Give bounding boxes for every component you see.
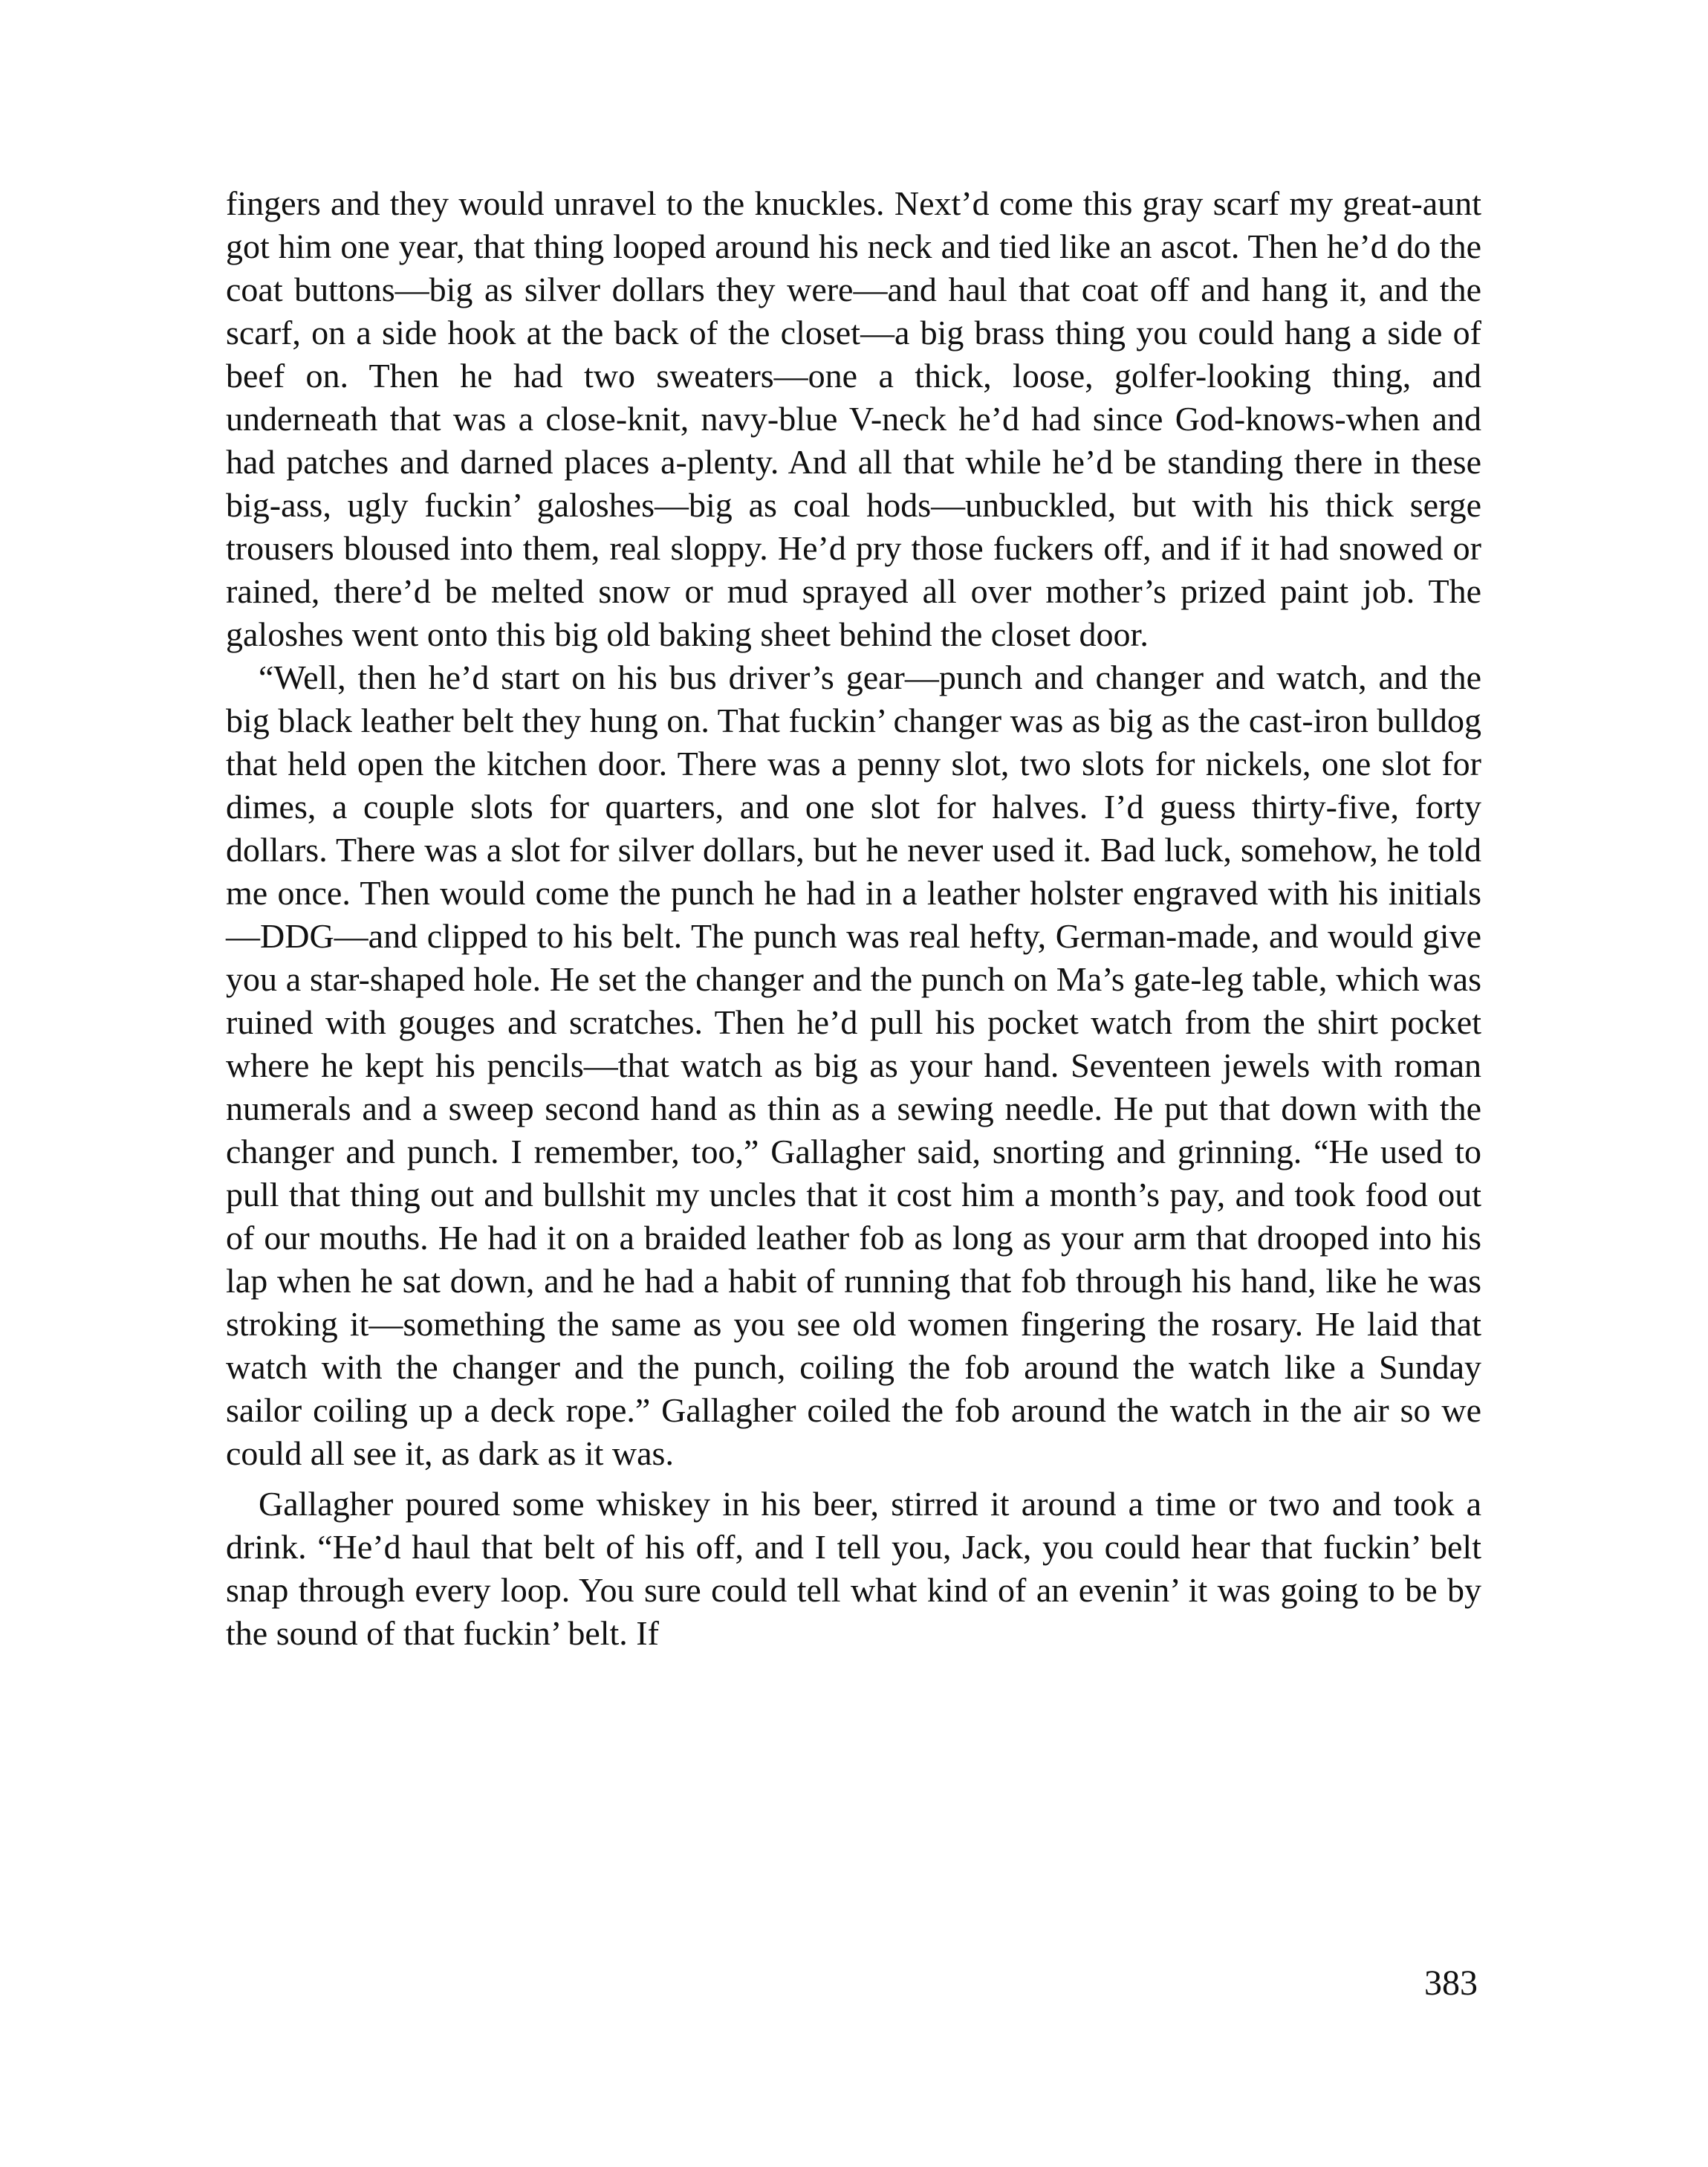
paragraph-2: “Well, then he’d start on his bus driver’s gear—punch and changer and watch, and the big black leather belt they hung on. That fuckin’ changer was as big as the cast-iron bulldog that held open the kitchen door. There was a penny slot, two slots for nickels, one slot for dimes, a couple slots for quarters, and one slot for halves. I’d guess thirty-five, forty dollars. There was a slot for silver dollars, but he never used it. Bad luck, somehow, he told me once. Then would come the punch he had in a leather holster engraved with his initials—DDG—and clipped to his belt. The punch was real hefty, German-made, and would give you a star-shaped hole. He set the changer and the punch on Ma’s gate-leg table, which was ruined with gouges and scratches. Then he’d pull his pocket watch from the shirt pocket where he kept his pencils—that watch as big as your hand. Seventeen jewels with roman numerals and a sweep second hand as thin as a sewing needle. He put that down with the changer and punch. I remember, too,” Gallagher said, snorting and grinning. “He used to pull that thing out and bullshit my uncles that it cost him a month’s pay, and took food out of our mouths. He had it on a braided leather fob as long as your arm that drooped into his lap when he sat down, and he had a habit of running that fob through his hand, like he was stroking it—something the same as you see old women fingering the rosary. He laid that watch with the changer and the punch, coiling the fob around the watch like a Sunday sailor coiling up a deck rope.” Gallagher coiled the fob around the watch in the air so we could all see it, as dark as it was. bbox=[226, 658, 1481, 1472]
paragraph-1: fingers and they would unravel to the knuckles. Next’d come this gray scarf my great-aunt got him one year, that thing looped around his neck and tied like an ascot. Then he’d do the coat buttons—big as silver dollars they were—and haul that coat off and hang it, and the scarf, on a side hook at the back of the closet—a big brass thing you could hang a side of beef on. Then he had two sweaters—one a thick, loose, golfer-looking thing, and underneath that was a close-knit, navy-blue V-neck he’d had since God-knows-when and had patches and darned places a-plenty. And all that while he’d be standing there in these big-ass, ugly fuckin’ galoshes—big as coal hods—unbuckled, but with his thick serge trousers bloused into them, real sloppy. He’d pry those fuckers off, and if it had snowed or rained, there’d be melted snow or mud sprayed all over mother’s prized paint job. The galoshes went onto this big old baking sheet behind the closet door. bbox=[226, 184, 1481, 653]
page-number: 383 bbox=[1424, 1963, 1478, 2003]
body-text bbox=[226, 182, 1481, 1655]
paragraph-3: Gallagher poured some whiskey in his beer, stirred it around a time or two and took a drink. “He’d haul that belt of his off, and I tell you, Jack, you could hear that fuckin’ belt snap through every loop. You sure could tell what kind of an evenin’ it was going to be by the sound of that fuckin’ belt. If bbox=[226, 1485, 1481, 1652]
